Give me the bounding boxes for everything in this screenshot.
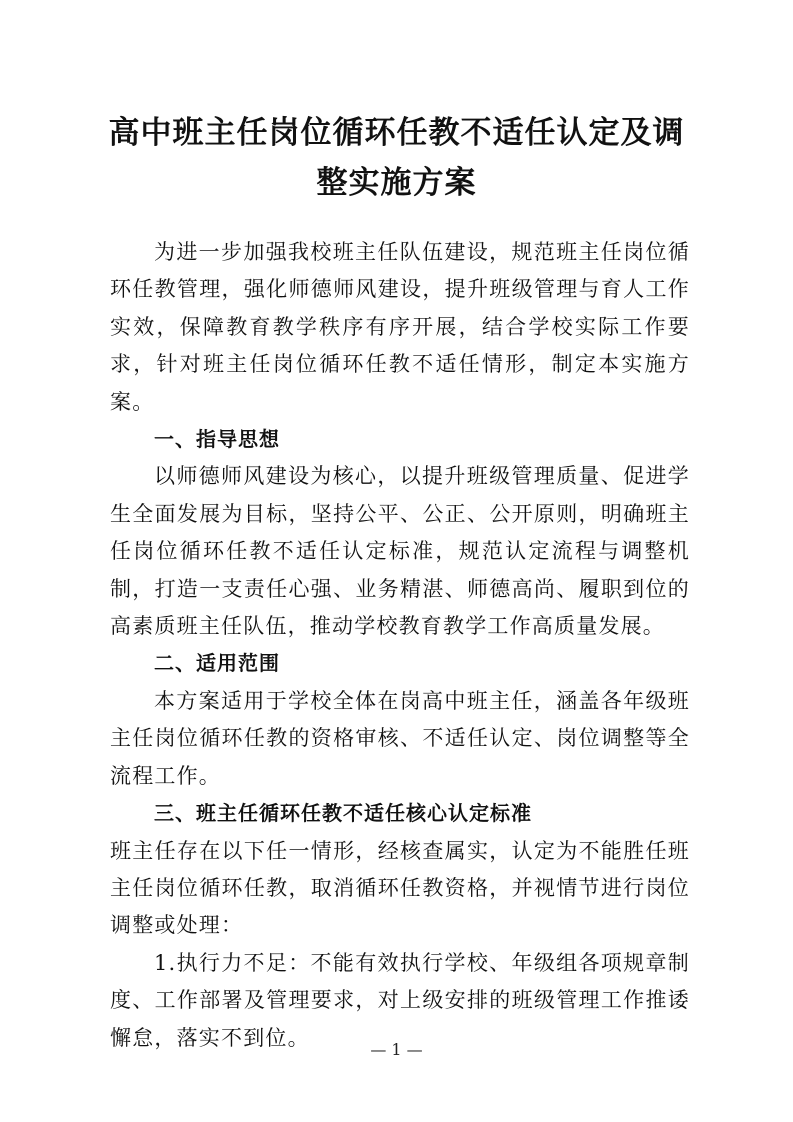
- section-paragraph: 本方案适用于学校全体在岗高中班主任，涵盖各年级班主任岗位循环任教的资格审核、不适任认定、岗位调整等全流程工作。: [110, 688, 690, 788]
- section-heading-criteria: 三、班主任循环任教不适任核心认定标准: [154, 801, 532, 826]
- section-heading-guiding-ideology: 一、指导思想: [154, 427, 280, 452]
- document-body: [110, 234, 690, 1057]
- criteria-item: 1.执行力不足：不能有效执行学校、年级组各项规章制度、工作部署及管理要求，对上级安排的班级管理工作推诿懈怠，落实不到位。: [110, 950, 690, 1050]
- section-lead-paragraph: 班主任存在以下任一情形，经核查属实，认定为不能胜任班主任岗位循环任教，取消循环任教资格，并视情节进行岗位调整或处理：: [110, 838, 690, 938]
- intro-paragraph: 为进一步加强我校班主任队伍建设，规范班主任岗位循环任教管理，强化师德师风建设，提升班级管理与育人工作实效，保障教育教学秩序有序开展，结合学校实际工作要求，针对班主任岗位循环任教不适任情形，制定本实施方案。: [110, 240, 690, 414]
- page-number: — 1 —: [370, 1040, 423, 1059]
- document-title-line-1: 高中班主任岗位循环任教不适任认定及调: [108, 115, 685, 151]
- section-heading-scope: 二、适用范围: [154, 651, 280, 676]
- section-paragraph: 以师德师风建设为核心，以提升班级管理质量、促进学生全面发展为目标，坚持公平、公正、公开原则，明确班主任岗位循环任教不适任认定标准，规范认定流程与调整机制，打造一支责任心强、业务精湛、师德高尚、履职到位的高素质班主任队伍，推动学校教育教学工作高质量发展。: [110, 464, 690, 639]
- document-title-line-2: 整实施方案: [316, 165, 477, 201]
